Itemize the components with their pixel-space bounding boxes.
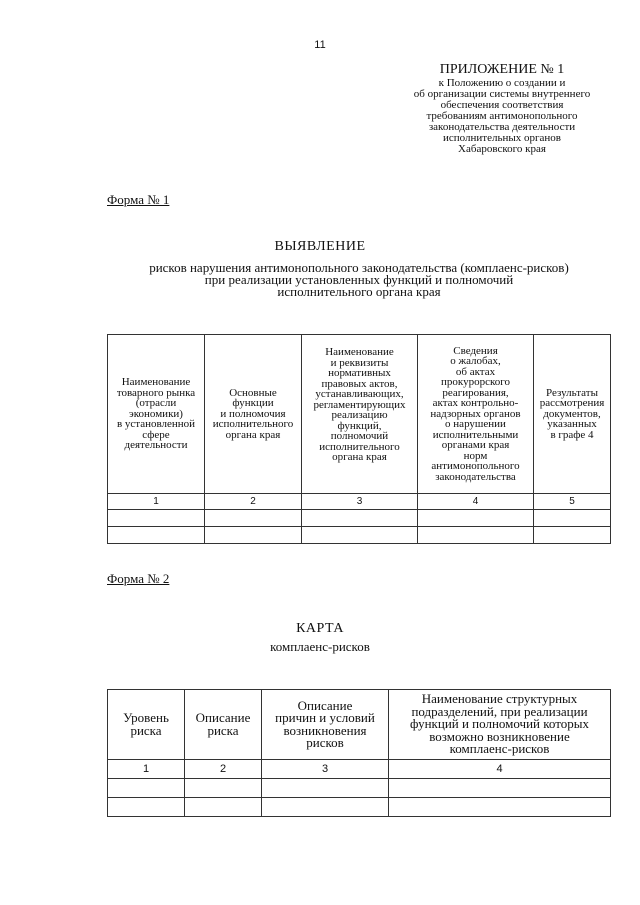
empty-cell (108, 510, 205, 527)
column-number: 2 (185, 760, 262, 779)
table-row (108, 510, 611, 527)
form1-table (107, 334, 611, 544)
empty-cell (108, 798, 185, 817)
appendix-line: исполнительных органов (443, 132, 561, 144)
table-header-row (108, 335, 611, 494)
column-number-row (108, 494, 611, 510)
table-row (108, 779, 611, 798)
page-number: 11 (314, 39, 326, 51)
column-number: 3 (262, 760, 389, 779)
form1-title: ВЫЯВЛЕНИЕ (274, 239, 366, 254)
appendix-line: Хабаровского края (458, 143, 546, 155)
empty-cell (302, 527, 418, 544)
form2-subtitle: комплаенс-рисков (270, 639, 370, 654)
header-cell: Описание причин и условий возникновения рисков (262, 690, 389, 760)
form2-table (107, 689, 611, 817)
column-number: 4 (418, 494, 534, 510)
form1-subtitle-line: исполнительного органа края (277, 284, 441, 299)
column-number: 4 (389, 760, 611, 779)
empty-cell (534, 527, 611, 544)
header-cell: Результаты рассмотрения документов, указанных в графе 4 (534, 335, 611, 494)
column-number: 1 (108, 760, 185, 779)
empty-cell (185, 779, 262, 798)
appendix-line: об организации системы внутреннего (413, 88, 591, 100)
column-number: 2 (205, 494, 302, 510)
column-number: 1 (108, 494, 205, 510)
empty-cell (205, 527, 302, 544)
column-number: 5 (534, 494, 611, 510)
column-number: 3 (302, 494, 418, 510)
empty-cell (389, 779, 611, 798)
header-cell: Наименование товарного рынка (отрасли экономики) в установленной сфере деятельности (108, 335, 205, 494)
empty-cell (185, 798, 262, 817)
appendix-line: к Положению о создании и (438, 77, 566, 89)
empty-cell (262, 798, 389, 817)
appendix-line: требованиям антимонопольного (426, 110, 578, 122)
empty-cell (302, 510, 418, 527)
header-cell: Сведения о жалобах, об актах прокурорского реагирования, актах контрольно- надзорных органов о нарушении исполнительными органами края норм антимонопольного законодательства (418, 335, 534, 494)
table-header-row (108, 690, 611, 760)
form2-label: Форма № 2 (107, 571, 170, 586)
empty-cell (534, 510, 611, 527)
empty-cell (262, 779, 389, 798)
appendix-title: ПРИЛОЖЕНИЕ № 1 (439, 62, 565, 77)
header-cell: Наименование и реквизиты нормативных правовых актов, устанавливающих, регламентирующих реализацию функций, полномочий исполнительного органа края (302, 335, 418, 494)
form1-label: Форма № 1 (107, 192, 170, 207)
appendix-header (395, 62, 609, 155)
header-cell: Наименование структурных подразделений, при реализации функций и полномочий которых возможно возникновение комплаенс-рисков (389, 690, 611, 760)
header-cell: Описание риска (185, 690, 262, 760)
empty-cell (418, 527, 534, 544)
form1-subtitle (105, 262, 613, 298)
form1-subtitle-line: при реализации установленных функций и полномочий (204, 272, 514, 287)
appendix-line: законодательства деятельности (428, 121, 576, 133)
empty-cell (108, 779, 185, 798)
table-row (108, 798, 611, 817)
empty-cell (108, 527, 205, 544)
form1-subtitle-line: рисков нарушения антимонопольного законодательства (комплаенс-рисков) (149, 260, 569, 275)
empty-cell (389, 798, 611, 817)
form2-title: КАРТА (296, 621, 344, 636)
empty-cell (418, 510, 534, 527)
empty-cell (205, 510, 302, 527)
table-row (108, 527, 611, 544)
header-cell: Основные функции и полномочия исполнительного органа края (205, 335, 302, 494)
column-number-row (108, 760, 611, 779)
appendix-line: обеспечения соответствия (440, 99, 564, 111)
header-cell: Уровень риска (108, 690, 185, 760)
